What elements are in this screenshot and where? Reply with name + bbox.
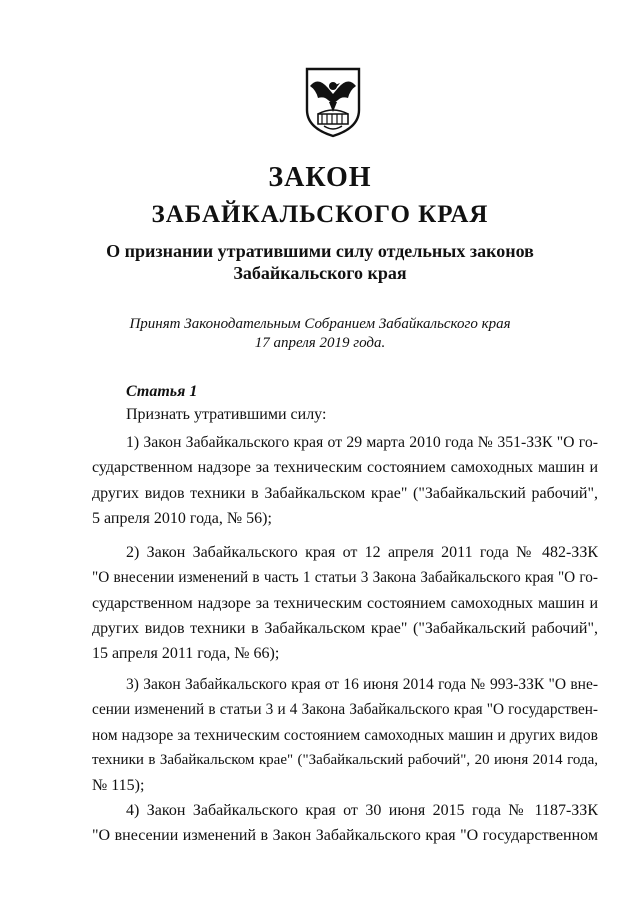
adoption-note <box>0 315 640 353</box>
item-line: других видов техники в Забайкальском крае" ("Забайкальский рабочий", <box>92 619 598 637</box>
item-line: 5 апреля 2010 года, № 56); <box>92 509 272 527</box>
item-line: других видов техники в Забайкальском крае" ("Забайкальский рабочий", <box>92 484 598 502</box>
article-item <box>92 540 598 666</box>
item-line: 2) Закон Забайкальского края от 12 апреля 2011 года № 482-ЗЗК <box>126 544 598 561</box>
article-item <box>92 672 598 798</box>
item-line: № 115); <box>92 777 145 795</box>
article-intro: Признать утратившими силу: <box>126 406 327 423</box>
item-line: "О внесении изменений в Закон Забайкальского края "О государственном <box>92 827 598 845</box>
article-title: Статья 1 <box>126 383 198 400</box>
item-line: 4) Закон Забайкальского края от 30 июня 2015 года № 1187-ЗЗК <box>126 802 598 819</box>
item-line: сударственном надзоре за техническим состоянием самоходных машин и <box>92 459 598 477</box>
item-line: 1) Закон Забайкальского края от 29 марта 2010 года № 351-ЗЗК "О го- <box>126 434 598 451</box>
item-line: ном надзоре за техническим состоянием самоходных машин и других видов <box>92 726 598 744</box>
item-line: сении изменений в статьи 3 и 4 Закона Забайкальского края "О государствен- <box>92 701 598 719</box>
item-line: 3) Закон Забайкальского края от 16 июня 2014 года № 993-ЗЗК "О вне- <box>126 676 598 693</box>
item-line: 15 апреля 2011 года, № 66); <box>92 645 280 663</box>
adoption-date: 17 апреля 2019 года. <box>254 335 386 351</box>
item-line: техники в Забайкальском крае" ("Забайкальский рабочий", 20 июня 2014 года, <box>92 751 598 768</box>
subtitle-line: О признании утратившими силу отдельных законов <box>106 241 534 261</box>
adoption-line: Принят Законодательным Собранием Забайкальского края <box>129 316 511 332</box>
law-title: ЗАКОН <box>268 162 372 193</box>
law-subtitle <box>0 240 640 284</box>
article-item <box>92 430 598 531</box>
subtitle-line: Забайкальского края <box>233 263 407 283</box>
coat-of-arms-icon <box>304 66 362 138</box>
article-item <box>92 798 598 849</box>
region-title: ЗАБАЙКАЛЬСКОГО КРАЯ <box>151 201 489 228</box>
item-line: сударственном надзоре за техническим состоянием самоходных машин и <box>92 594 598 612</box>
item-line: "О внесении изменений в часть 1 статьи 3 Закона Забайкальского края "О го- <box>92 569 598 587</box>
